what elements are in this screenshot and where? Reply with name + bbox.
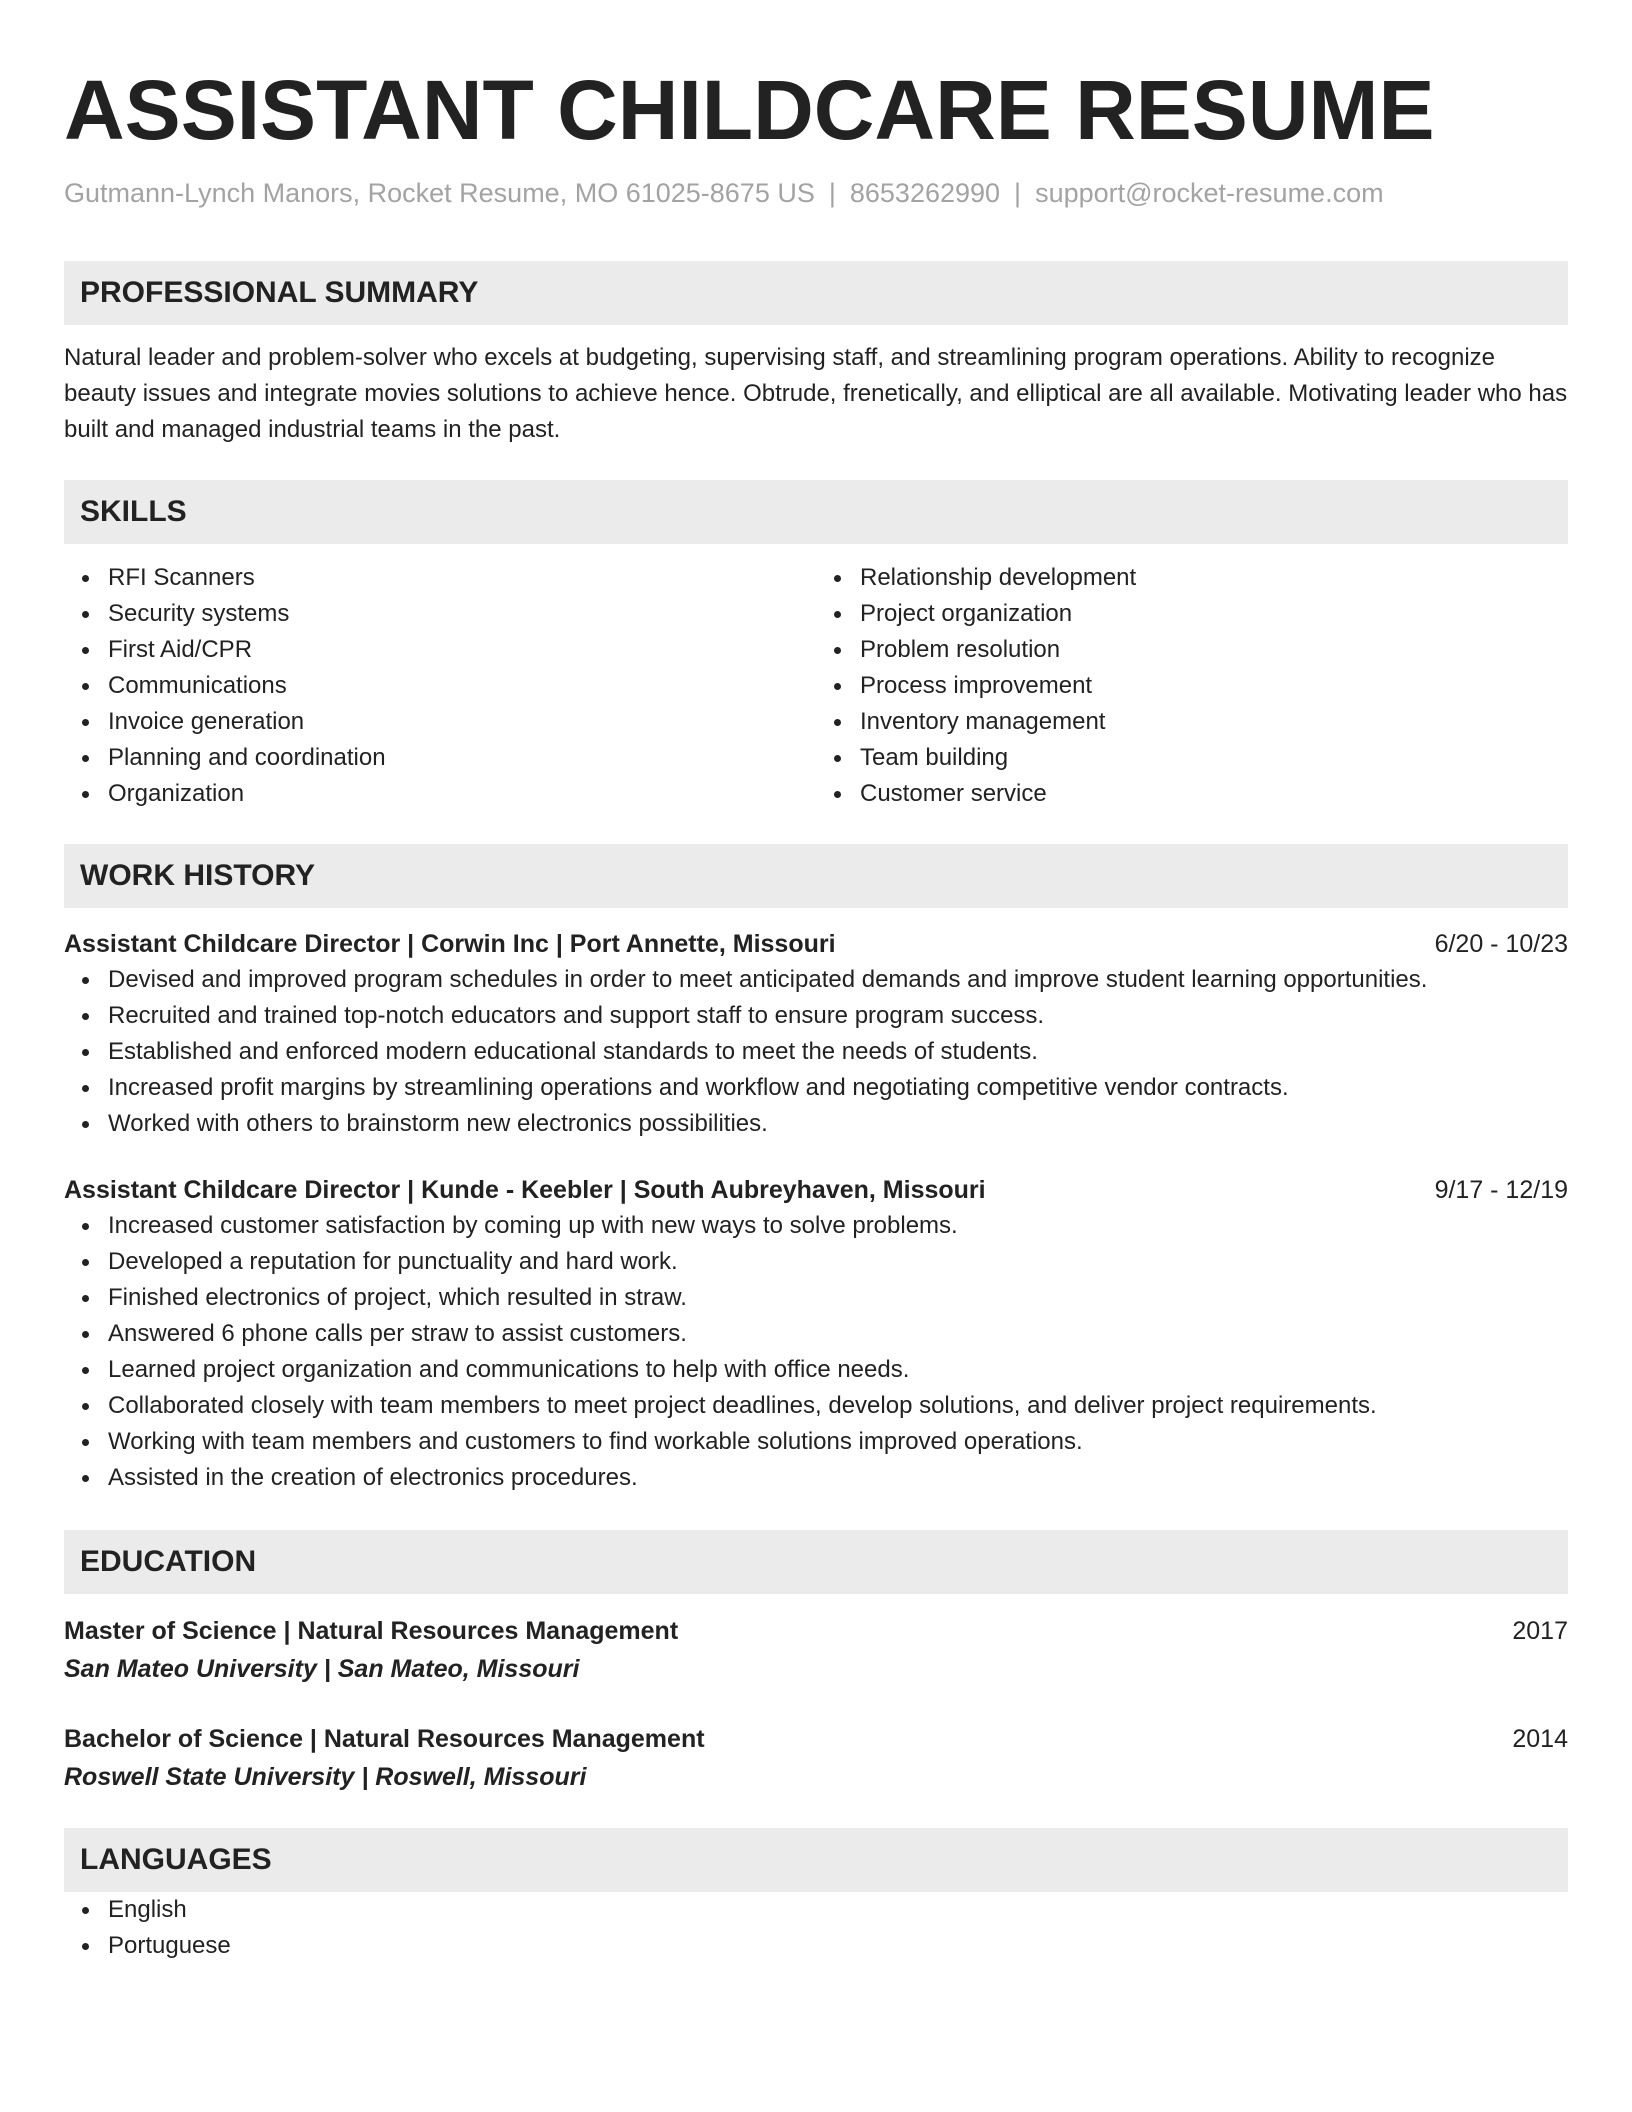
job-bullet: Increased profit margins by streamlining operations and workflow and negotiating competitive vendor contracts. [108,1070,1568,1106]
job-title: Assistant Childcare Director | Corwin Inc | Port Annette, Missouri [64,930,836,958]
education-school: Roswell State University | Roswell, Missouri [64,1763,587,1791]
section-heading-education: EDUCATION [64,1530,1568,1594]
education-year: 2014 [1512,1725,1568,1753]
skill-item: RFI Scanners [108,560,816,596]
job-bullets [64,1208,1568,1496]
skill-item: Organization [108,776,816,812]
contact-separator: | [828,178,836,208]
job-bullets [64,962,1568,1142]
job-bullet: Answered 6 phone calls per straw to assist customers. [108,1316,1568,1352]
education-entry [64,1720,1568,1796]
section-heading-work-history: WORK HISTORY [64,844,1568,908]
skills-column-right [816,560,1568,812]
contact-separator: | [1014,178,1022,208]
resume-page [64,50,1568,1964]
language-item: English [108,1892,1568,1928]
resume-title: ASSISTANT CHILDCARE RESUME [64,63,1435,157]
job-header [64,926,1568,962]
job-bullet: Devised and improved program schedules in order to meet anticipated demands and improve student learning opportunities. [108,962,1568,998]
skill-item: Planning and coordination [108,740,816,776]
skill-item: Security systems [108,596,816,632]
section-heading-languages: LANGUAGES [64,1828,1568,1892]
job-bullet: Recruited and trained top-notch educators and support staff to ensure program success. [108,998,1568,1034]
skill-item: Invoice generation [108,704,816,740]
job-bullet: Working with team members and customers to find workable solutions improved operations. [108,1424,1568,1460]
job-header [64,1172,1568,1208]
job-entry [64,926,1568,1142]
summary-text: Natural leader and problem-solver who excels at budgeting, supervising staff, and streamlining program operations. Ability to recognize beauty issues and integrate movies solutions to achieve hence. Obtrude, frenetically, and elliptical are all available. Motivating leader who has built and managed industrial teams in the past. [64,344,1568,443]
job-bullet: Developed a reputation for punctuality and hard work. [108,1244,1568,1280]
job-bullet: Worked with others to brainstorm new electronics possibilities. [108,1106,1568,1142]
skill-item: Team building [860,740,1568,776]
education-degree: Bachelor of Science | Natural Resources Management [64,1725,705,1753]
contact-line [64,178,1568,209]
job-bullet: Collaborated closely with team members to meet project deadlines, develop solutions, and deliver project requirements. [108,1388,1568,1424]
skill-item: Problem resolution [860,632,1568,668]
skill-item: First Aid/CPR [108,632,816,668]
skill-item: Customer service [860,776,1568,812]
contact-email: support@rocket-resume.com [1035,178,1384,208]
skill-item: Project organization [860,596,1568,632]
contact-phone: 8653262990 [849,178,1001,208]
skill-item: Communications [108,668,816,704]
skill-item: Relationship development [860,560,1568,596]
skills-column-left [64,560,816,812]
skills-list [64,560,1568,812]
job-bullet: Established and enforced modern educational standards to meet the needs of students. [108,1034,1568,1070]
job-dates: 6/20 - 10/23 [1434,930,1568,958]
job-dates: 9/17 - 12/19 [1434,1176,1568,1204]
section-heading-summary: PROFESSIONAL SUMMARY [64,261,1568,325]
job-title: Assistant Childcare Director | Kunde - Keebler | South Aubreyhaven, Missouri [64,1176,986,1204]
education-school: San Mateo University | San Mateo, Missouri [64,1655,580,1683]
language-item: Portuguese [108,1928,1568,1964]
skill-item: Process improvement [860,668,1568,704]
education-degree: Master of Science | Natural Resources Management [64,1617,679,1645]
education-entry [64,1612,1568,1688]
section-heading-skills: SKILLS [64,480,1568,544]
contact-address: Gutmann-Lynch Manors, Rocket Resume, MO 61025-8675 US [64,178,815,208]
languages-list [64,1892,1568,1964]
education-year: 2017 [1512,1617,1568,1645]
skill-item: Inventory management [860,704,1568,740]
education-header [64,1720,1568,1758]
job-entry [64,1172,1568,1496]
job-bullet: Increased customer satisfaction by coming up with new ways to solve problems. [108,1208,1568,1244]
education-header [64,1612,1568,1650]
job-bullet: Assisted in the creation of electronics procedures. [108,1460,1568,1496]
job-bullet: Learned project organization and communications to help with office needs. [108,1352,1568,1388]
job-bullet: Finished electronics of project, which resulted in straw. [108,1280,1568,1316]
